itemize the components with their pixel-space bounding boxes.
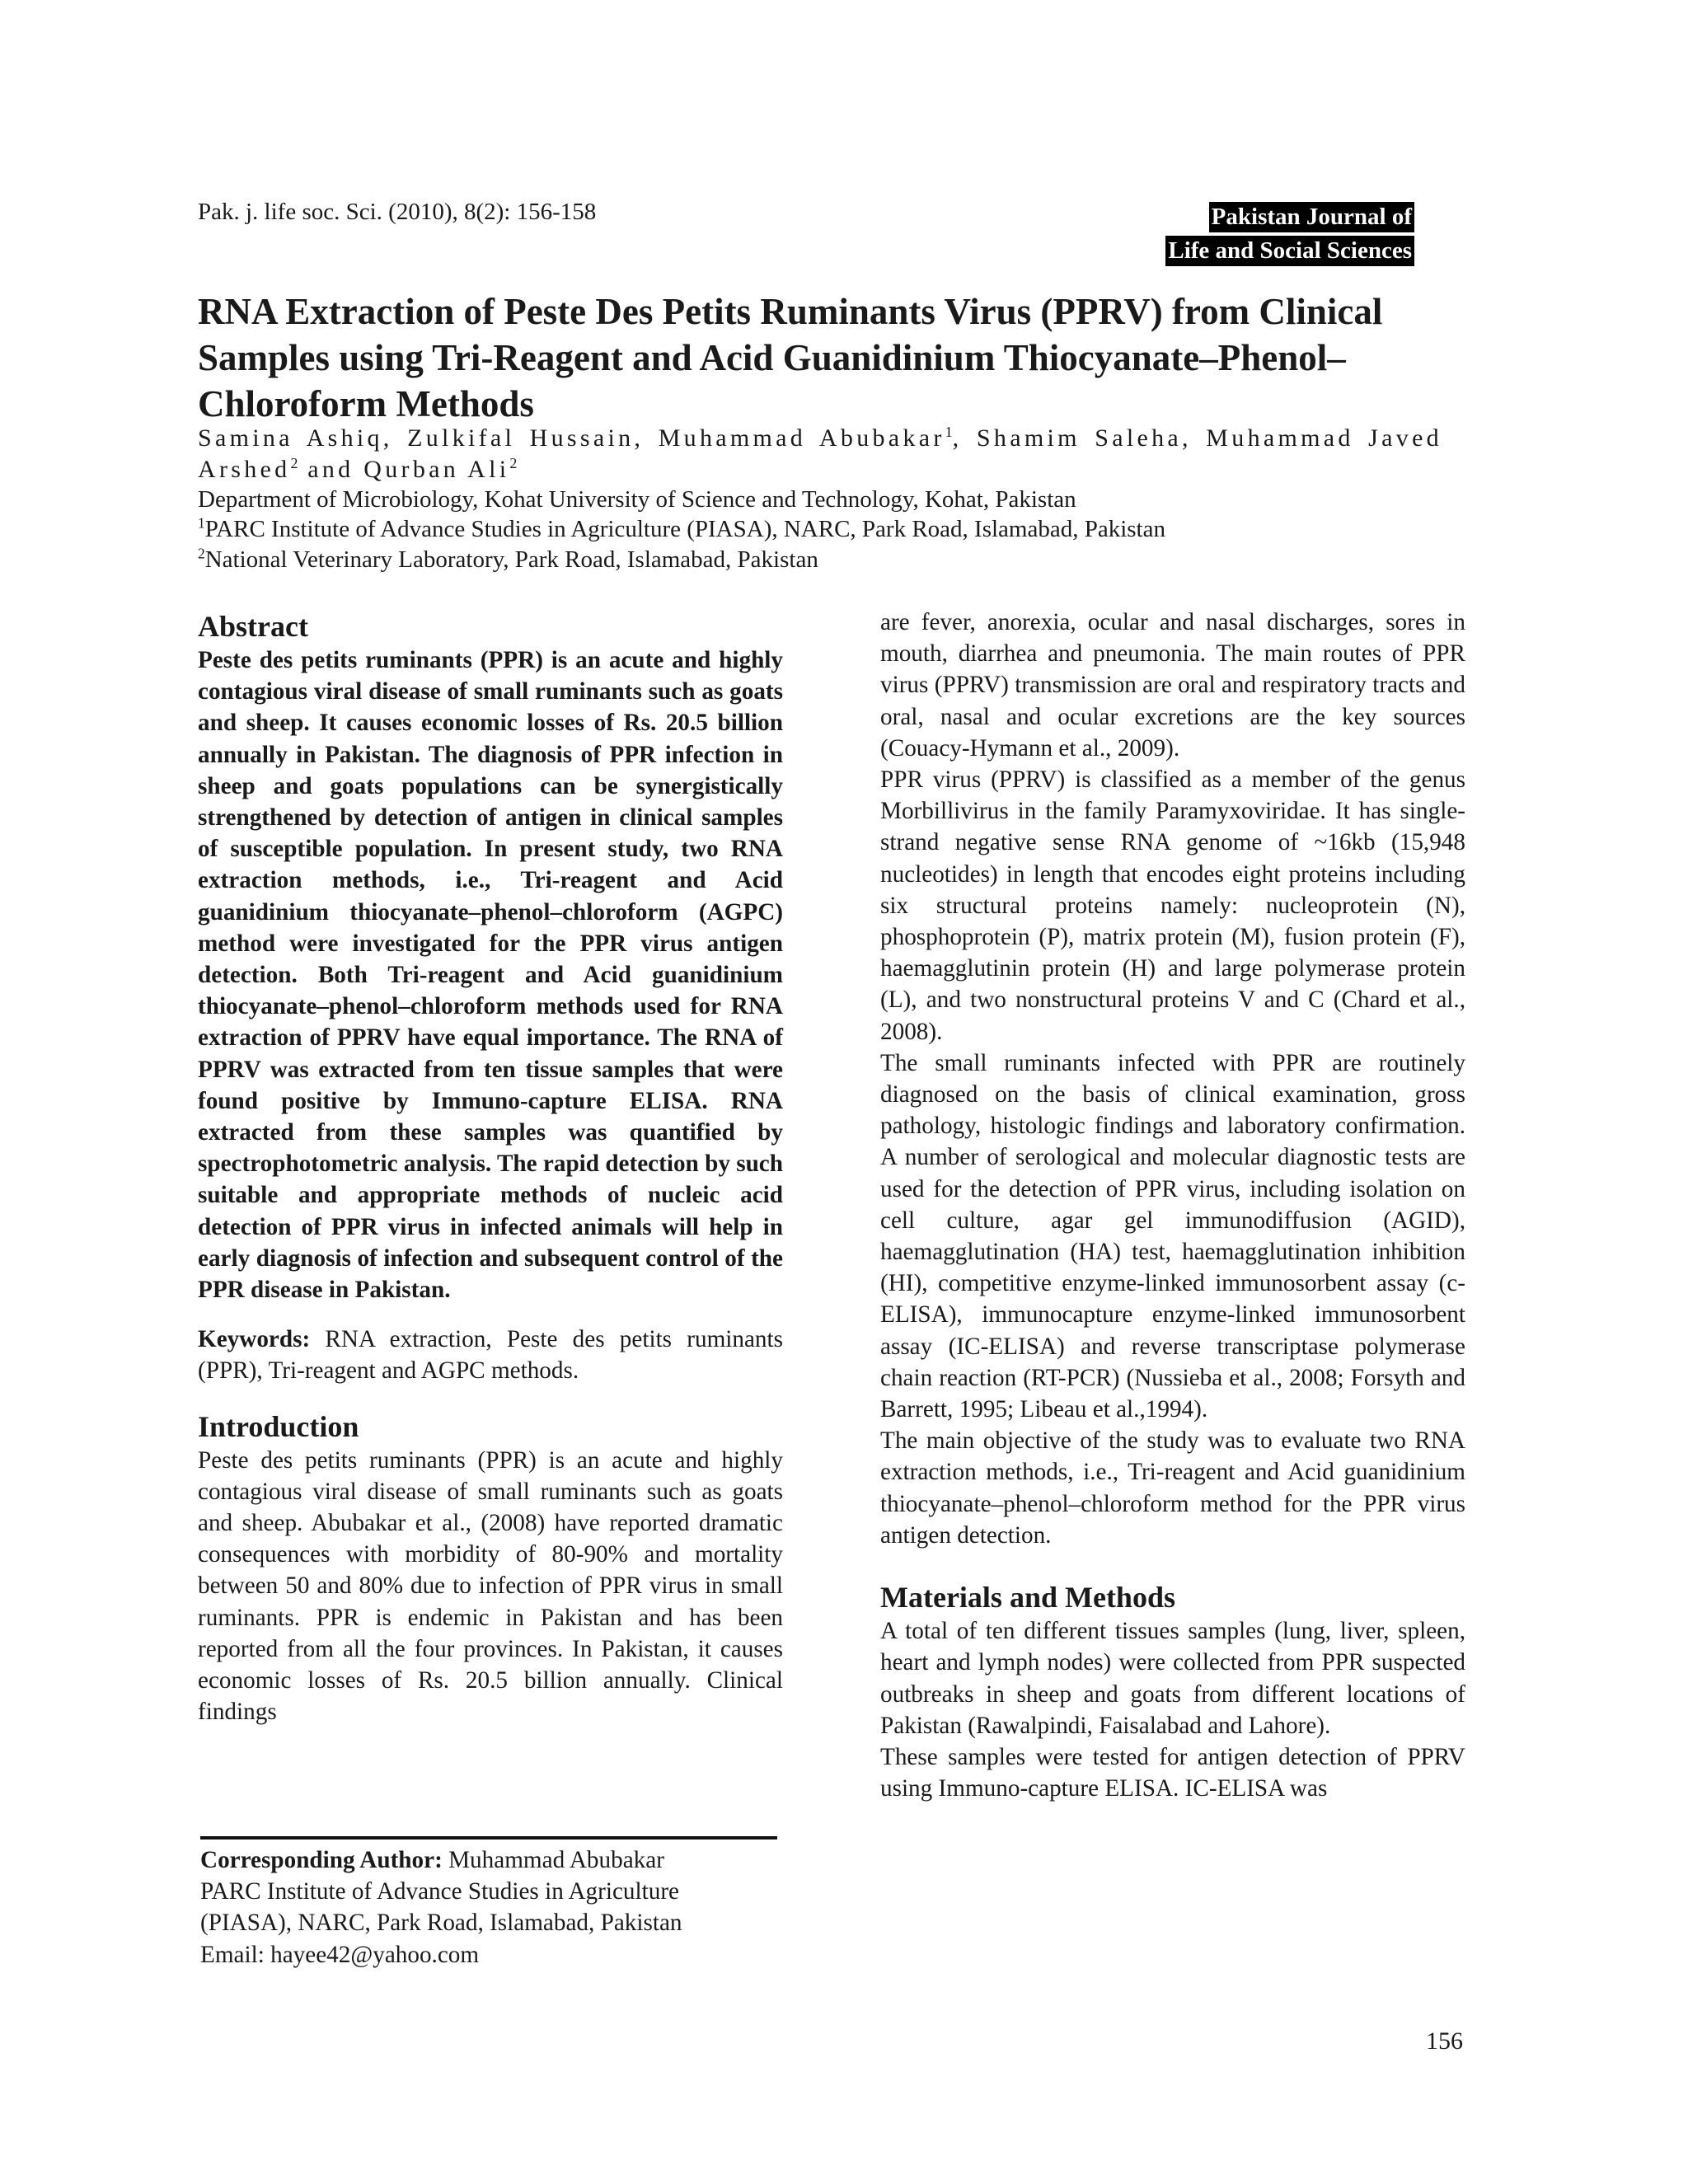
journal-name-line-1: Pakistan Journal of xyxy=(1209,202,1414,232)
left-column xyxy=(198,608,783,1728)
affiliation-department: Department of Microbiology, Kohat University of Science and Technology, Kohat, Pakistan xyxy=(198,486,1076,513)
abstract-heading: Abstract xyxy=(198,610,308,643)
corresponding-author-name: Muhammad Abubakar xyxy=(442,1847,664,1873)
corresponding-author-block xyxy=(200,1844,794,1971)
right-column xyxy=(880,607,1465,1804)
right-paragraph-5: A total of ten different tissues samples (lung, liver, spleen, heart and lymph nodes) were collected from PPR suspected outbreaks in sheep and goats from different locations of Pakistan (Rawalpindi, Faisalabad and Lahore). xyxy=(880,1618,1465,1739)
affiliation-1 xyxy=(198,514,1434,544)
keywords xyxy=(198,1324,783,1386)
author-affiliation-marker-2: 2 xyxy=(290,455,298,471)
footnote-rule xyxy=(200,1836,777,1840)
abstract-text: Peste des petits ruminants (PPR) is an acute and highly contagious viral disease of small ruminants such as goats and sheep. It causes economic losses of Rs. 20.5 billion annually in Pakistan. The diagnosis of PPR infection in sheep and goats populations can be synergistically strengthened by detection of antigen in clinical samples of susceptible population. In present study, two RNA extraction methods, i.e., Tri-reagent and Acid guanidinium thiocyanate–phenol–chloroform (AGPC) method were investigated for the PPR virus antigen detection. Both Tri-reagent and Acid guanidinium thiocyanate–phenol–chloroform methods used for RNA extraction of PPRV have equal importance. The RNA of PPRV was extracted from ten tissue samples that were found positive by Immuno-capture ELISA. RNA extracted from these samples was quantified by spectrophotometric analysis. The rapid detection by such suitable and appropriate methods of nucleic acid detection of PPR virus in infected animals will help in early diagnosis of infection and subsequent control of the PPR disease in Pakistan. xyxy=(198,647,783,1304)
affiliation-1-text: PARC Institute of Advance Studies in Agriculture (PIASA), NARC, Park Road, Islamabad, Pakistan xyxy=(204,516,1165,542)
author-list xyxy=(198,423,1442,485)
author-affiliation-marker-3: 2 xyxy=(509,455,518,471)
right-paragraph-4: The main objective of the study was to evaluate two RNA extraction methods, i.e., Tri-reagent and Acid guanidinium thiocyanate–phenol–chloroform method for the PPR virus antigen detection. xyxy=(880,1427,1465,1549)
affiliation-2-text: National Veterinary Laboratory, Park Road, Islamabad, Pakistan xyxy=(204,546,818,573)
journal-name-box xyxy=(1134,202,1414,269)
right-paragraph-3: The small ruminants infected with PPR are routinely diagnosed on the basis of clinical examination, gross pathology, histologic findings and laboratory confirmation. A number of serological and molecular diagnostic tests are used for the detection of PPR virus, including isolation on cell culture, agar gel immunodiffusion (AGID), haemagglutination (HA) test, haemagglutination inhibition (HI), competitive enzyme-linked immunosorbent assay (c-ELISA), immunocapture enzyme-linked immunosorbent assay (IC-ELISA) and reverse transcriptase polymerase chain reaction (RT-PCR) (Nussieba et al., 2008; Forsyth and Barrett, 1995; Libeau et al.,1994). xyxy=(880,1049,1465,1423)
introduction-heading: Introduction xyxy=(198,1409,359,1443)
affiliation-2 xyxy=(198,545,1434,574)
page-number: 156 xyxy=(1426,2027,1463,2055)
affiliation-marker-1: 1 xyxy=(198,514,205,532)
materials-methods-heading: Materials and Methods xyxy=(880,1581,1175,1615)
author-group-1: Samina Ashiq, Zulkifal Hussain, Muhammad Abubakar xyxy=(198,424,945,452)
abstract-body xyxy=(198,644,783,1305)
corresponding-author-institute: PARC Institute of Advance Studies in Agriculture xyxy=(200,1878,680,1905)
paper-title: RNA Extraction of Peste Des Petits Ruminants Virus (PPRV) from Clinical Samples using Tri-Reagent and Acid Guanidinium Thiocyanate–Phenol–Chloroform Methods xyxy=(198,291,1383,424)
corresponding-author-line xyxy=(200,1844,794,1876)
corresponding-author-label: Corresponding Author: xyxy=(200,1847,443,1873)
right-paragraph-6: These samples were tested for antigen detection of PPRV using Immuno-capture ELISA. IC-ELISA was xyxy=(880,1743,1465,1802)
right-paragraph-2: PPR virus (PPRV) is classified as a member of the genus Morbillivirus in the family Paramyxoviridae. It has single-strand negative sense RNA genome of ~16kb (15,948 nucleotides) in length that encodes eight proteins including six structural proteins namely: nucleoprotein (N), phosphoprotein (P), matrix protein (M), fusion protein (F), haemagglutinin protein (H) and large polymerase protein (L), and two nonstructural proteins V and C (Chard et al., 2008). xyxy=(880,766,1465,1045)
right-paragraph-1: are fever, anorexia, ocular and nasal discharges, sores in mouth, diarrhea and pneumonia. The main routes of PPR virus (PPRV) transmission are oral and respiratory tracts and oral, nasal and ocular excretions are the key sources (Couacy-Hymann et al., 2009). xyxy=(880,609,1465,762)
keywords-label: Keywords: xyxy=(198,1326,311,1353)
author-group-3: and Qurban Ali xyxy=(298,456,510,483)
author-group-2: , Shamim Saleha, Muhammad Javed Arshed xyxy=(198,424,1442,483)
corresponding-author-email: Email: hayee42@yahoo.com xyxy=(200,1941,480,1968)
corresponding-author-address: (PIASA), NARC, Park Road, Islamabad, Pakistan xyxy=(200,1910,682,1937)
journal-citation: Pak. j. life soc. Sci. (2010), 8(2): 156-158 xyxy=(198,199,597,225)
author-affiliation-marker-1: 1 xyxy=(945,424,953,440)
affiliation-marker-2: 2 xyxy=(198,545,205,562)
introduction-paragraph-1: Peste des petits ruminants (PPR) is an acute and highly contagious viral disease of small ruminants such as goats and sheep. Abubakar et al., (2008) have reported dramatic consequences with morbidity of 80-90% and mortality between 50 and 80% due to infection of PPR virus in small ruminants. PPR is endemic in Pakistan and has been reported from all the four provinces. In Pakistan, it causes economic losses of Rs. 20.5 billion annually. Clinical findings xyxy=(198,1446,783,1726)
keywords-text: RNA extraction, Peste des petits ruminants (PPR), Tri-reagent and AGPC methods. xyxy=(198,1326,783,1385)
journal-name-line-2: Life and Social Sciences xyxy=(1165,236,1414,266)
